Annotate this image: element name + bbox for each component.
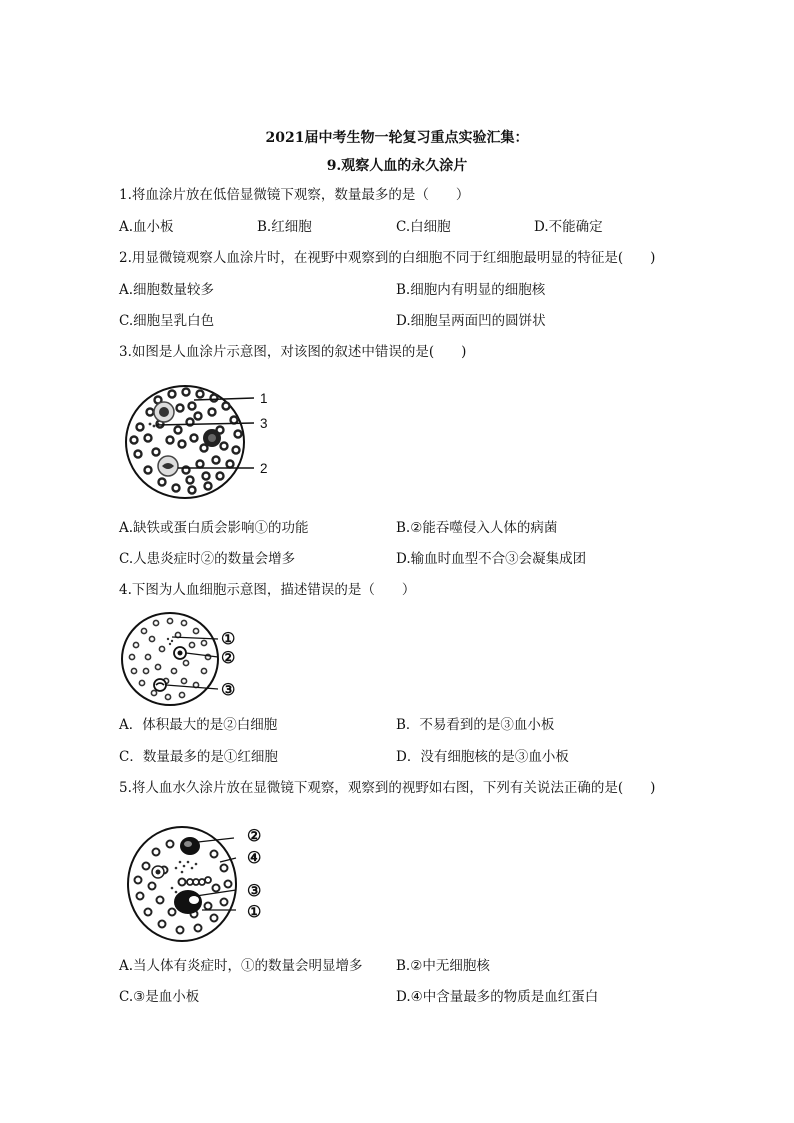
q4-option-d: D．没有细胞核的是③血小板 [396, 749, 569, 765]
fig3-label-1: 1 [260, 391, 268, 406]
q1-option-c: C.白细胞 [396, 219, 451, 235]
question-1-stem: 1.将血涂片放在低倍显微镜下观察，数量最多的是（ ） [119, 187, 470, 203]
blood-smear-figure-3 [120, 372, 280, 512]
fig5-label-2: ② [247, 826, 262, 845]
q4-option-a: A．体积最大的是②白细胞 [119, 717, 278, 733]
fig3-label-2: 2 [260, 461, 268, 476]
q1-option-a: A.血小板 [119, 219, 174, 235]
q5-option-d: D.④中含量最多的物质是血红蛋白 [396, 989, 599, 1005]
q5-option-a: A.当人体有炎症时，①的数量会明显增多 [119, 958, 363, 974]
blood-smear-figure-5 [124, 822, 254, 946]
fig3-label-3: 3 [260, 416, 268, 431]
question-2-stem: 2.用显微镜观察人血涂片时，在视野中观察到的白细胞不同于红细胞最明显的特征是( ) [119, 250, 656, 266]
q4-option-c: C．数量最多的是①红细胞 [119, 749, 278, 765]
blood-cell-figure-4 [118, 609, 228, 709]
q1-option-b: B.红细胞 [257, 219, 312, 235]
q5-option-c: C.③是血小板 [119, 989, 200, 1005]
q2-option-c: C.细胞呈乳白色 [119, 313, 215, 329]
q3-option-b: B.②能吞噬侵入人体的病菌 [396, 520, 558, 536]
question-4-stem: 4.下图为人血细胞示意图，描述错误的是（ ） [119, 582, 416, 598]
fig4-label-1: ① [221, 629, 236, 648]
fig4-label-2: ② [221, 648, 236, 667]
q4-option-b: B．不易看到的是③血小板 [396, 717, 555, 733]
q3-option-c: C.人患炎症时②的数量会增多 [119, 551, 296, 567]
question-3-stem: 3.如图是人血涂片示意图，对该图的叙述中错误的是( ) [119, 344, 467, 360]
q2-option-d: D.细胞呈两面凹的圆饼状 [396, 313, 546, 329]
q3-option-a: A.缺铁或蛋白质会影响①的功能 [119, 520, 309, 536]
q3-option-d: D.输血时血型不合③会凝集成团 [396, 551, 587, 567]
fig5-label-4: ④ [247, 848, 262, 867]
fig5-label-1: ① [247, 902, 262, 921]
question-5-stem: 5.将人血水久涂片放在显微镜下观察，观察到的视野如右图，下列有关说法正确的是( ) [119, 780, 656, 796]
q2-option-a: A.细胞数量较多 [119, 282, 215, 298]
doc-title: 2021届中考生物一轮复习重点实验汇集： [265, 130, 529, 146]
fig5-label-3: ③ [247, 881, 262, 900]
q2-option-b: B.细胞内有明显的细胞核 [396, 282, 546, 298]
q1-option-d: D.不能确定 [534, 219, 603, 235]
doc-subtitle: 9.观察人血的永久涂片 [326, 158, 468, 174]
q5-option-b: B.②中无细胞核 [396, 958, 490, 974]
fig4-label-3: ③ [221, 680, 236, 699]
